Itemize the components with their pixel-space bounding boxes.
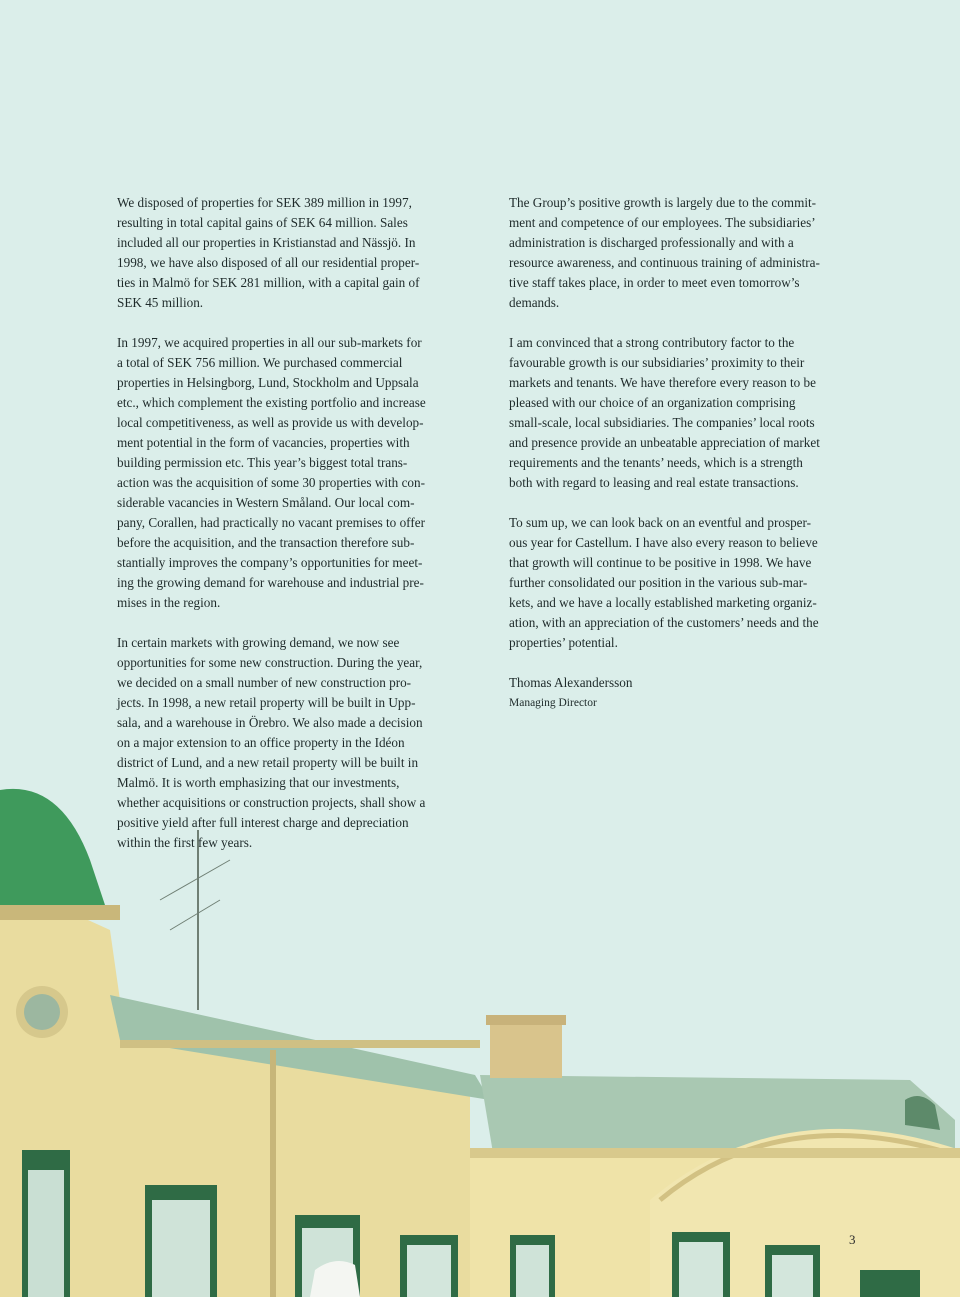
paragraph-summary: To sum up, we can look back on an eventful and prosper- ous year for Castellum. I have also every reason to believe that growth will continue to be positive in 1998. We have further consolidated our position in the various sub-mar- kets, and we have a locally established marketing organiz- ation, with an appreciation of the customers’ needs and the properties’ potential.	[509, 515, 819, 650]
paragraph-acquisitions: In 1997, we acquired properties in all our sub-markets for a total of SEK 756 million. We purchased commercial properties in Helsingborg, Lund, Stockholm and Uppsala etc., which complement the existing portfolio and increase local competitiveness, as well as provide us with develop- ment potential in the form of vacancies, properties with building permission etc. This year’s biggest total trans- action was the acquisition of some 30 properties with con- siderable vacancies in Western Småland. Our local com- pany, Corallen, had practically no vacant premises to offer before the acquisition, and the transaction therefore sub- stantially improves the company’s opportunities for meet- ing the growing demand for warehouse and industrial pre- mises in the region.	[117, 335, 426, 610]
letter-left-column	[117, 193, 469, 873]
signature-name: Thomas Alexandersson	[509, 675, 633, 690]
letter-right-column	[509, 193, 861, 713]
paragraph-disposals: We disposed of properties for SEK 389 million in 1997, resulting in total capital gains of SEK 64 million. Sales included all our properties in Kristianstad and Nässjö. In 1998, we have also disposed of all our residential proper- ties in Malmö for SEK 281 million, with a capital gain of SEK 45 million.	[117, 195, 420, 310]
page-number: 3	[849, 1232, 856, 1247]
signature-title: Managing Director	[509, 697, 597, 709]
paragraph-new-construction: In certain markets with growing demand, we now see opportunities for some new construction. During the year, we decided on a small number of new construction pro- jects. In 1998, a new retail property will be built in Upp- sala, and a warehouse in Örebro. We also made a decision on a major extension to an office property in the Idéon district of Lund, and a new retail property will be built in Malmö. It is worth emphasizing that our investments, whether acquisitions or construction projects, shall show a positive yield after full interest charge and depreciation within the first few years.	[117, 635, 426, 850]
paragraph-subsidiaries: I am convinced that a strong contributory factor to the favourable growth is our subsidiaries’ proximity to their markets and tenants. We have therefore every reason to be pleased with our choice of an organization comprising small-scale, local subsidiaries. The companies’ local roots and presence provide an unbeatable appreciation of market requirements and the tenants’ needs, which is a strength both with regard to leasing and real estate transactions.	[509, 335, 820, 490]
paragraph-employees: The Group’s positive growth is largely due to the commit- ment and competence of our employees. The subsidiaries’ administration is discharged professionally and with a resource awareness, and continuous training of administra- tive staff takes place, in order to meet even tomorrow’s demands.	[509, 195, 820, 310]
